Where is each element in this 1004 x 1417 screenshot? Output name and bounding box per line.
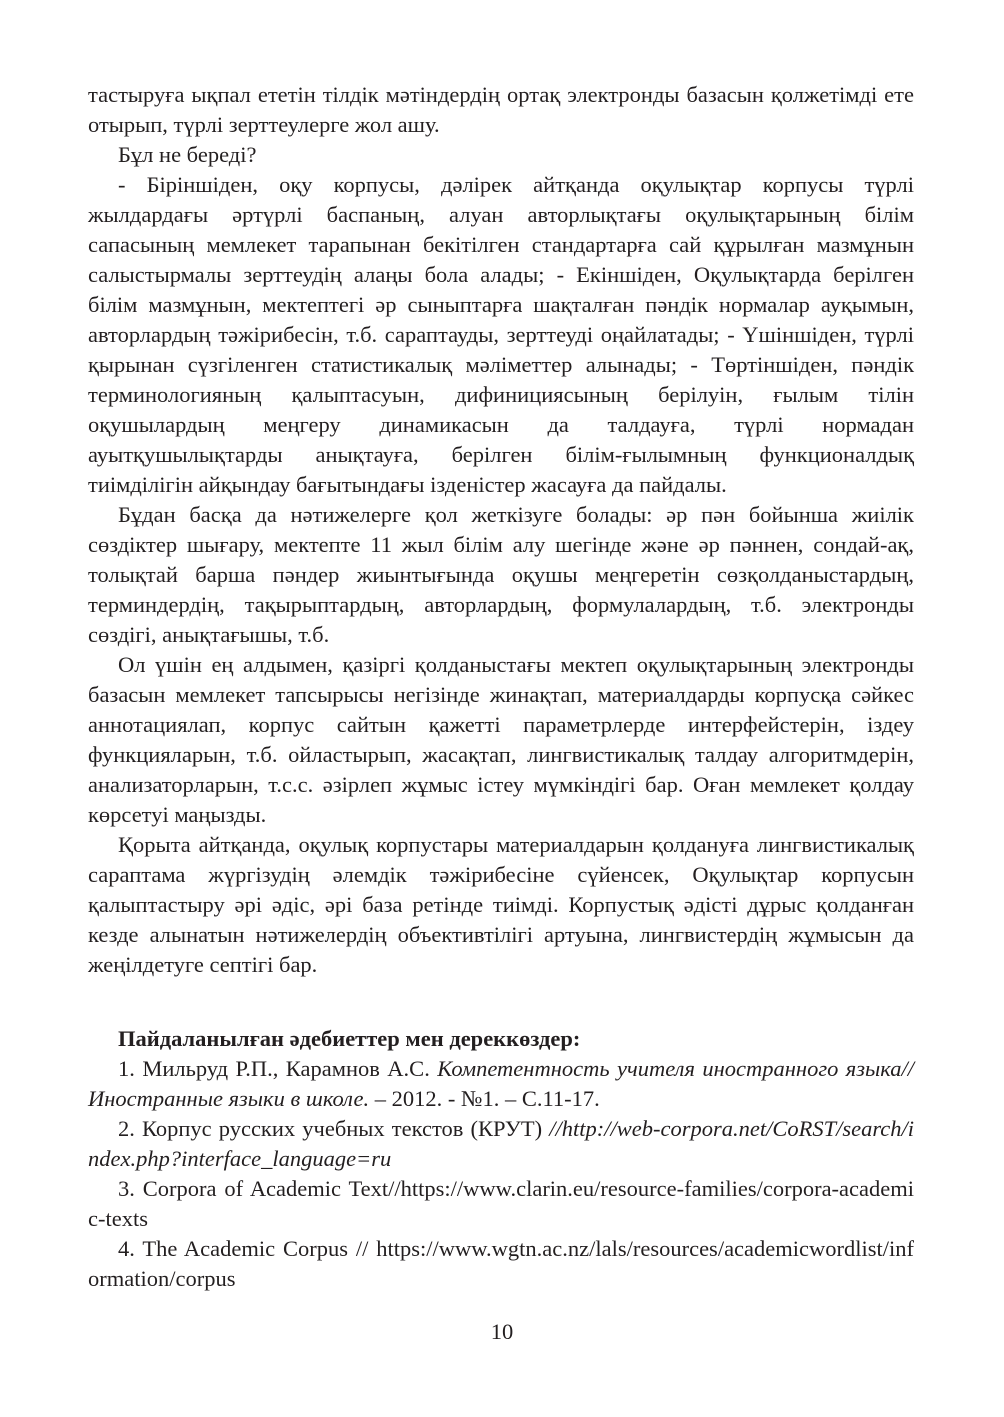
reference-2-link[interactable]: //http://web-corpora.net/CoRST/search/index.php?interface_language=ru <box>88 1116 914 1171</box>
reference-2 <box>88 1114 914 1174</box>
reference-1-details: – 2012. - №1. – С.11-17. <box>369 1086 600 1111</box>
reference-1-authors: 1. Мильруд Р.П., Карамнов А.С. <box>118 1056 438 1081</box>
reference-3: 3. Corpora of Academic Text//https://www.clarin.eu/resource-families/corpora-academic-texts <box>88 1176 914 1231</box>
page-content <box>88 80 914 1294</box>
paragraph-conclusion: Қорыта айтқанда, оқулық корпустары материалдарын қолдануға лингвистикалық сараптама жүргізудің әлемдік тәжірибесіне сүйенсек, Оқулықтар корпусын қалыптастыру әрі әдіс, әрі база ретінде тиімді. Корпустық әдісті дұрыс қолданған кезде алынатын нәтижелердің объективтілігі артуына, лингвистердің жұмысын да жеңілдетуге септігі бар. <box>88 832 914 977</box>
paragraph-first-steps: Ол үшін ең алдымен, қазіргі қолданыстағы мектеп оқулықтарының электронды базасын мемлекет тапсырысы негізінде жинақтап, материалдарды корпусқа сәйкес аннотациялап, корпус сайтын қажетті параметрлерде интерфейстерін, іздеу функцияларын, т.б. ойластырып, жасақтап, лингвистикалық талдау алгоритмдерін, анализаторларын, т.с.с. әзірлеп жұмыс істеу мүмкіндігі бар. Оған мемлекет қолдау көрсетуі маңызды. <box>88 652 914 827</box>
reference-4: 4. The Academic Corpus // https://www.wgtn.ac.nz/lals/resources/academicwordlist/information/corpus <box>88 1236 914 1291</box>
section-gap <box>88 980 914 1024</box>
paragraph-1: тастыруға ықпал ететін тілдік мәтіндердің ортақ электронды базасын қолжетімді ете отырып, түрлі зерттеулерге жол ашу. <box>88 82 914 137</box>
references-title: Пайдаланылған әдебиеттер мен дереккөздер: <box>118 1026 581 1051</box>
paragraph-benefits: - Біріншіден, оқу корпусы, дәлірек айтқанда оқулықтар корпусы түрлі жылдардағы әртүрлі баспаның, алуан авторлықтағы оқулықтарының білім сапасының мемлекет тарапынан бекітілген стандартарға сай құрылған мазмұнын салыстырмалы зерттеудің алаңы бола алады; - Екіншіден, Оқулықтарда берілген білім мазмұнын, мектептегі әр сыныптарға шақталған пәндік нормалар ауқымын, авторлардың тәжірибесін, т.б. сараптауды, зерттеуді оңайлатады; - Үшіншіден, түрлі қырынан сүзгіленген статистикалық мәліметтер алынады; - Төртіншіден, пәндік терминологияның қалыптасуын, дифинициясының берілуін, ғылым тілін оқушылардың меңгеру динамикасын да талдауға, түрлі нормадан ауытқушылықтарды анықтауға, берілген білім-ғылымның функционалдық тиімділігін айқындау бағытындағы ізденістер жасауға да пайдалы. <box>88 172 914 497</box>
reference-2-title: 2. Корпус русских учебных текстов (КРУТ) <box>118 1116 550 1141</box>
reference-1-title: Компетентность учителя иностранного языка// Иностранные языки в школе. <box>88 1056 914 1111</box>
page-number: 10 <box>490 1319 514 1344</box>
reference-1 <box>88 1054 914 1114</box>
paragraph-results: Бұдан басқа да нәтижелерге қол жеткізуге болады: әр пән бойынша жиілік сөздіктер шығару, мектепте 11 жыл білім алу шегінде және әр пәннен, сондай-ақ, толықтай барша пәндер жиынтығында оқушы меңгеретін сөзқолданыстардың, терминдердің, тақырыптардың, авторлардың, формулалардың, т.б. электронды сөздігі, анықтағышы, т.б. <box>88 502 914 647</box>
paragraph-question: Бұл не береді? <box>118 142 257 167</box>
